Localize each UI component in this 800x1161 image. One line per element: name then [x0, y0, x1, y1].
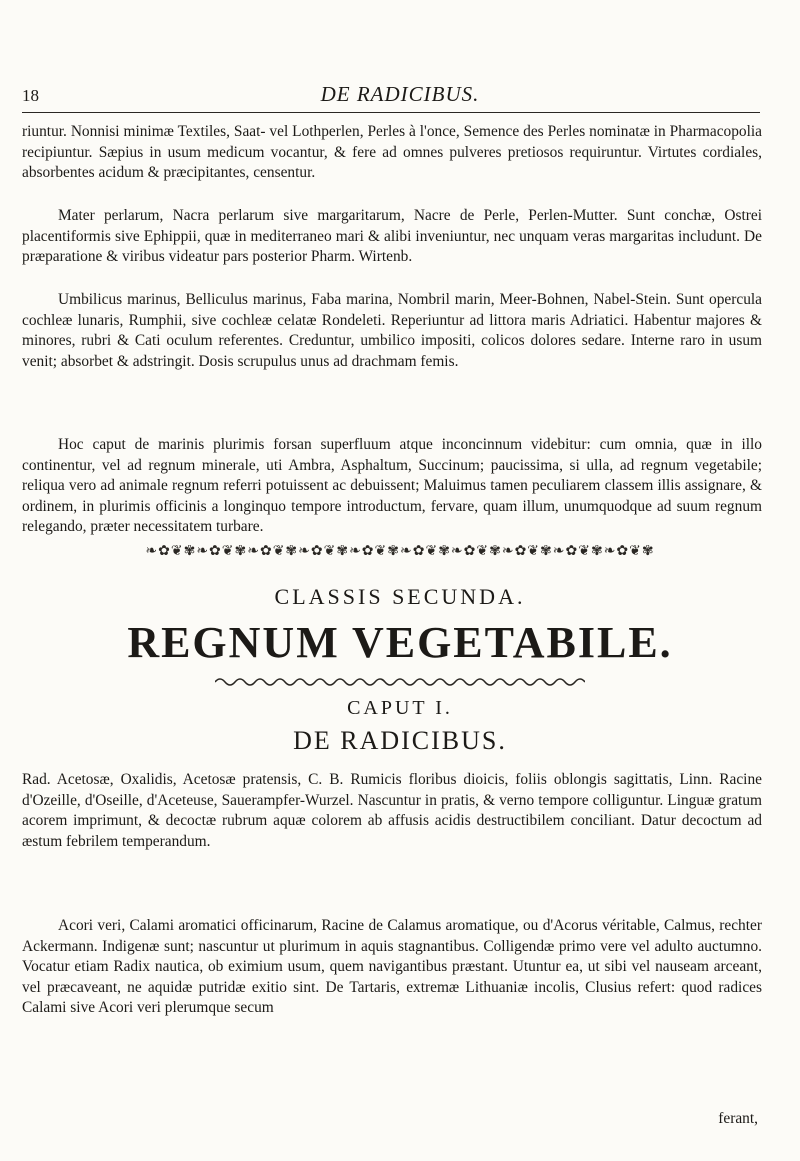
paragraph-acorus: [22, 916, 762, 1019]
running-head: [0, 82, 800, 116]
catchword: ferant,: [718, 1110, 758, 1127]
class-heading: CLASSIS SECUNDA.: [274, 584, 526, 609]
chapter-title: DE RADICIBUS.: [293, 726, 507, 755]
paragraph-hoc-caput: [22, 435, 762, 538]
paragraph-text: Acori veri, Calami aromatici officinarum, Racine de Calamus aromatique, ou d'Acorus véritable, Calmus, rechter Ackermann. Indigenæ sunt; nascuntur ut plurimum in aquis stagnantibus. Colligendæ primo vere vel adulto auctumno. Vocatur etiam Radix nautica, ob eximium usum, quem navigantibus præstant. Utuntur ea, ut sibi vel nauseam arceant, vel præcaveant, ne aquidæ putridæ exitio sint. De Tartaris, extremæ Lithuaniæ incolis, Clusius refert: quod radices Calami sive Acori veri plerumque secum: [22, 917, 762, 1016]
ornament-band: ❧✿❦✾❧✿❦✾❧✿❦✾❧✿❦✾❧✿❦✾❧✿❦✾❧✿❦✾❧✿❦✾❧✿❦✾❧✿❦✾: [145, 545, 655, 559]
paragraph-text: Mater perlarum, Nacra perlarum sive margaritarum, Nacre de Perle, Perlen-Mutter. Sunt conchæ, Ostrei placentiformis sive Ephippii, quæ in mediterraneo mari & alibi inveniuntur, nec unquam veras margaritas includunt. De præparatione & viribus videatur pars posterior Pharm. Wirtenb.: [22, 207, 762, 265]
paragraph-text: Umbilicus marinus, Belliculus marinus, Faba marina, Nombril marin, Meer-Bohnen, Nabel-Stein. Sunt opercula cochleæ lunaris, Rumphii, sive cochleæ celatæ Rondeleti. Reperiuntur ad littora maris Adriatici. Habentur majores & minores, rubri & Cati oculum referentes. Creduntur, umbilico impositi, colicos dolores sedare. Interne raro in usum venit; absorbet & adstringit. Dosis scrupulus unus ad drachmam femis.: [22, 291, 762, 370]
paragraph-textiles: [22, 122, 762, 184]
paragraph-text: Rad. Acetosæ, Oxalidis, Acetosæ pratensis, C. B. Rumicis floribus dioicis, foliis oblongis sagittatis, Linn. Racine d'Ozeille, d'Oseille, d'Aceteuse, Sauerampfer-Wurzel. Nascuntur in pratis, & verno tempore colliguntur. Linguæ gratum acorem imprimunt, & decoctæ rubrum aquæ colorem ab affusis acidis destructibilem conciliant. Datur decoctum ad æstum febrilem temperandum.: [22, 771, 762, 850]
paragraph-acetosa: [22, 770, 762, 852]
wavy-rule-ornament: [215, 676, 585, 688]
paragraph-mater-perlarum: [22, 206, 762, 268]
kingdom-heading: REGNUM VEGETABILE.: [127, 618, 673, 667]
paragraph-text: riuntur. Nonnisi minimæ Textiles, Saat- vel Lothperlen, Perles à l'once, Semence des Perles nominatæ in Pharmacopolia recipiuntur. Sæpius in usum medicum vocantur, & fere ad omnes pulveres pretiosos requiruntur. Virtutes cordiales, absorbentes acidum & præcipitantes, censentur.: [22, 123, 762, 181]
header-rule: [22, 112, 760, 113]
running-title: DE RADICIBUS.: [320, 82, 480, 106]
page-number: 18: [22, 86, 39, 105]
paragraph-text: Hoc caput de marinis plurimis forsan superfluum atque inconcinnum videbitur: cum omnia, quæ in illo continentur, vel ad regnum minerale, uti Ambra, Asphaltum, Succinum; paucissima, si ulla, ad regnum vegetabile; reliqua vero ad animale regnum referri potuissent ac debuissent; Maluimus tamen peculiarem classem illis assignare, & ordinem, in plurimis officinis a longinquo tempore introductum, fervare, quam illum, unumquodque ad suum regnum relegando, præter necessitatem turbare.: [22, 436, 762, 535]
paragraph-umbilicus-marinus: [22, 290, 762, 372]
chapter-heading: CAPUT I.: [347, 697, 453, 719]
